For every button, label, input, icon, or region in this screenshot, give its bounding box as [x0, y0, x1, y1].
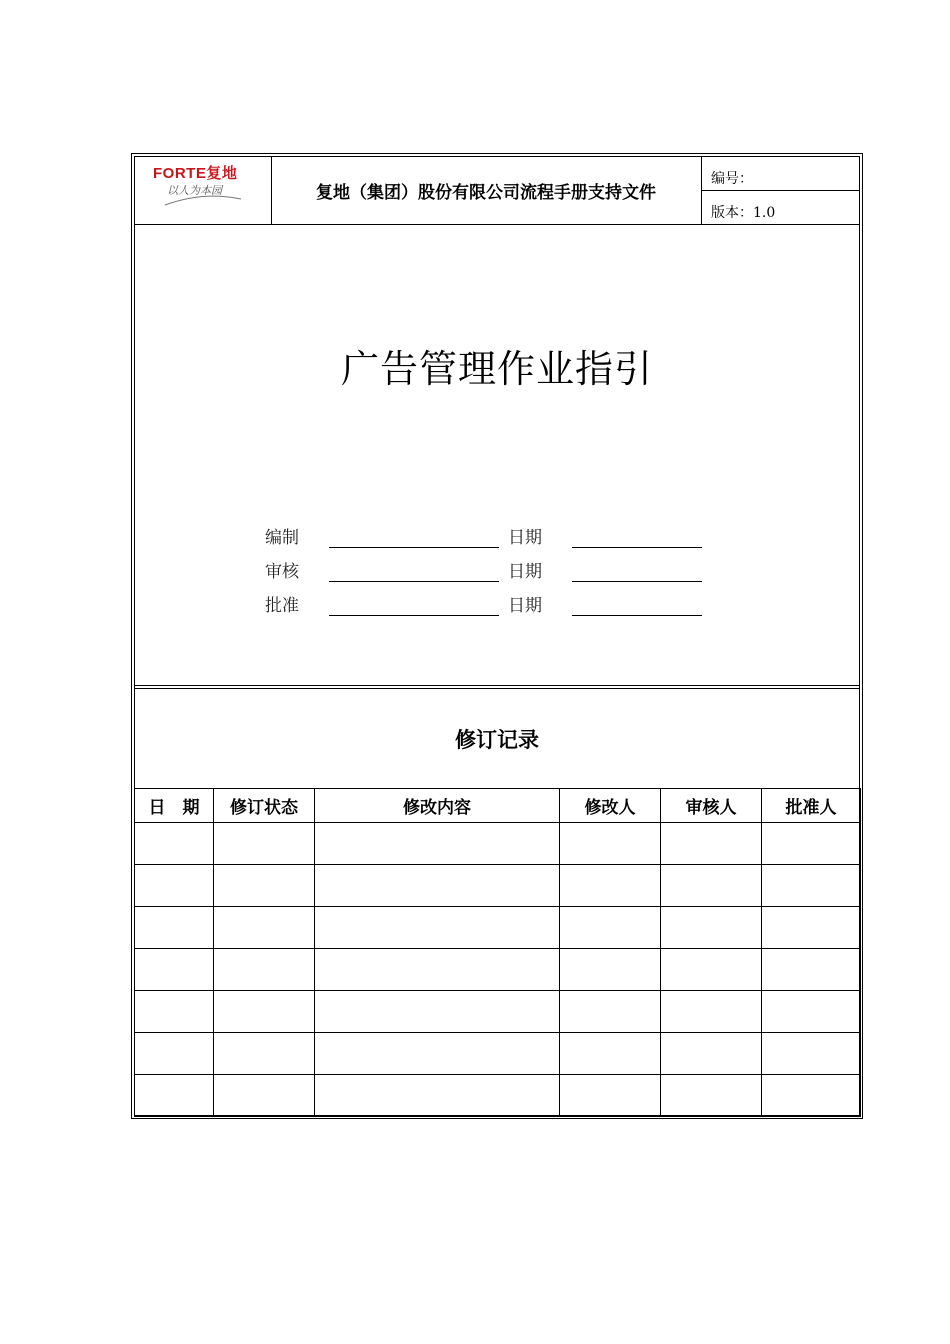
table-cell: [135, 1033, 214, 1075]
signoff-date-label: 日期: [508, 596, 542, 616]
table-cell: [762, 907, 861, 949]
company-logo: FORTE复地: [153, 165, 238, 182]
table-row: [135, 1033, 861, 1075]
document-title: 广告管理作业指引: [340, 347, 653, 391]
table-cell: [214, 907, 315, 949]
table-cell: [560, 865, 661, 907]
table-cell: [762, 865, 861, 907]
column-header-content: 修改内容: [315, 789, 560, 823]
table-cell: [315, 865, 560, 907]
table-cell: [560, 823, 661, 865]
table-cell: [135, 907, 214, 949]
signoff-line: [329, 547, 499, 548]
column-header-reviewer: 审核人: [661, 789, 762, 823]
table-cell: [214, 865, 315, 907]
signoff-role: 批准: [265, 596, 299, 616]
revision-table: [134, 788, 861, 1117]
table-cell: [214, 991, 315, 1033]
signoff-role: 编制: [265, 528, 299, 548]
table-cell: [762, 1033, 861, 1075]
revision-record-title: 修订记录: [455, 728, 539, 752]
table-cell: [315, 1033, 560, 1075]
table-cell: [135, 1075, 214, 1117]
table-cell: [560, 907, 661, 949]
column-header-modifier: 修改人: [560, 789, 661, 823]
table-cell: [762, 823, 861, 865]
signoff-date-line: [572, 547, 702, 548]
table-cell: [214, 823, 315, 865]
table-cell: [661, 865, 762, 907]
table-cell: [661, 949, 762, 991]
table-cell: [214, 1075, 315, 1117]
table-cell: [135, 823, 214, 865]
table-cell: [135, 991, 214, 1033]
doc-number-label: 编号：: [711, 171, 753, 187]
table-cell: [560, 1033, 661, 1075]
table-cell: [315, 823, 560, 865]
table-cell: [762, 1075, 861, 1117]
column-header-date: 日 期: [135, 789, 214, 823]
table-cell: [762, 949, 861, 991]
table-cell: [135, 949, 214, 991]
signoff-date-line: [572, 615, 702, 616]
signoff-line: [329, 615, 499, 616]
column-header-status: 修订状态: [214, 789, 315, 823]
table-cell: [315, 949, 560, 991]
table-cell: [214, 949, 315, 991]
table-row: [135, 1075, 861, 1117]
table-row: [135, 991, 861, 1033]
section-separator: [134, 685, 860, 686]
table-cell: [214, 1033, 315, 1075]
table-cell: [135, 865, 214, 907]
signoff-date-line: [572, 581, 702, 582]
table-cell: [560, 991, 661, 1033]
signoff-line: [329, 581, 499, 582]
table-cell: [661, 991, 762, 1033]
table-cell: [560, 1075, 661, 1117]
table-cell: [315, 907, 560, 949]
table-cell: [661, 907, 762, 949]
table-cell: [661, 1075, 762, 1117]
logo-slogan: 以人为本园: [167, 184, 222, 197]
header-bottom-rule: [134, 224, 860, 225]
table-row: [135, 907, 861, 949]
section-separator: [134, 688, 860, 689]
revision-header-row: [135, 789, 861, 823]
column-header-approver: 批准人: [762, 789, 861, 823]
signoff-role: 审核: [265, 562, 299, 582]
table-row: [135, 823, 861, 865]
table-cell: [661, 1033, 762, 1075]
table-cell: [315, 1075, 560, 1117]
signoff-date-label: 日期: [508, 528, 542, 548]
table-cell: [762, 991, 861, 1033]
table-cell: [661, 823, 762, 865]
table-row: [135, 949, 861, 991]
signoff-date-label: 日期: [508, 562, 542, 582]
table-row: [135, 865, 861, 907]
table-cell: [560, 949, 661, 991]
version-label: 版本：1.0: [711, 205, 776, 221]
table-cell: [315, 991, 560, 1033]
header-meta-rule: [701, 190, 860, 191]
logo-swoosh-icon: [163, 193, 243, 209]
company-title: 复地（集团）股份有限公司流程手册支持文件: [316, 182, 656, 203]
